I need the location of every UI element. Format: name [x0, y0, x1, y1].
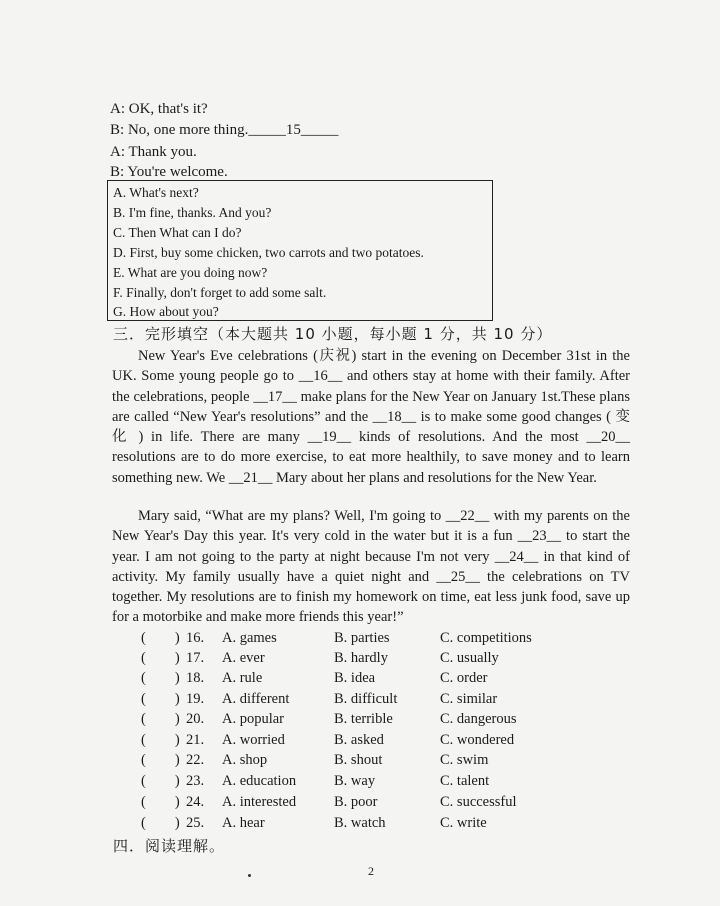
speaker-label: A:: [110, 101, 125, 117]
ink-dot: [248, 874, 251, 877]
options-box: [107, 180, 493, 321]
choice-a: A. worried: [222, 732, 285, 748]
answer-paren[interactable]: ( ): [141, 815, 180, 831]
question-number: 22.: [186, 752, 205, 768]
option-item: B. I'm fine, thanks. And you?: [113, 205, 272, 220]
speaker-label: B:: [110, 164, 125, 180]
choice-b: B. idea: [334, 670, 376, 686]
choice-c: C. write: [440, 815, 487, 831]
question-number: 23.: [186, 773, 205, 789]
choice-a: A. different: [222, 691, 290, 707]
speaker-label: A:: [110, 144, 125, 160]
choice-a: A. education: [222, 773, 297, 789]
dialogue-text: No, one more thing.: [127, 122, 249, 138]
choice-c: C. successful: [440, 794, 517, 810]
choice-c: C. order: [440, 670, 488, 686]
choice-c: C. usually: [440, 650, 499, 666]
dialogue-line: [110, 99, 208, 119]
choice-a: A. shop: [222, 752, 268, 768]
answer-paren[interactable]: ( ): [141, 691, 180, 707]
question-number: 24.: [186, 794, 205, 810]
passage-paragraph: Mary said, “What are my plans? Well, I'm going to __22__ with my parents on the New Year's Day this year. It's very cold in the water but it is a fun __23__ to start the year. I am not going to the party at night because I'm not very __24__ in that kind of activity. My family usually have a quiet night and __25__ the celebrations on TV together. My resolutions are to finish my homework on time, eat less junk food, save up for a motorbike and make more friends this year!”: [112, 508, 630, 626]
choice-b: B. asked: [334, 732, 384, 748]
dialogue-line: [110, 120, 338, 140]
choice-a: A. games: [222, 630, 277, 646]
option-item: G. How about you?: [113, 304, 219, 319]
choice-b: B. difficult: [334, 691, 398, 707]
choice-b: B. terrible: [334, 711, 393, 727]
choice-b: B. poor: [334, 794, 378, 810]
question-number: 20.: [186, 711, 205, 727]
answer-paren[interactable]: ( ): [141, 670, 180, 686]
choice-b: B. watch: [334, 815, 386, 831]
choice-b: B. shout: [334, 752, 383, 768]
choice-a: A. hear: [222, 815, 265, 831]
choice-c: C. competitions: [440, 630, 532, 646]
question-number: 17.: [186, 650, 205, 666]
choice-a: A. interested: [222, 794, 297, 810]
answer-paren[interactable]: ( ): [141, 773, 180, 789]
answer-paren[interactable]: ( ): [141, 711, 180, 727]
option-item: E. What are you doing now?: [113, 265, 268, 280]
choice-b: B. parties: [334, 630, 390, 646]
dialogue-text: You're welcome.: [127, 164, 228, 180]
choice-b: B. way: [334, 773, 376, 789]
answer-paren[interactable]: ( ): [141, 752, 180, 768]
dialogue-text: OK, that's it?: [128, 101, 208, 117]
answer-paren[interactable]: ( ): [141, 794, 180, 810]
section-heading-cloze: 三．完形填空（本大题共 10 小题，每小题 1 分，共 10 分）: [113, 325, 553, 343]
choice-b: B. hardly: [334, 650, 388, 666]
choice-a: A. rule: [222, 670, 263, 686]
question-number: 21.: [186, 732, 205, 748]
passage-paragraph: New Year's Eve celebrations (庆祝) start in the evening on December 31st in the UK. Some young people go to __16__ and others stay at home with their family. After the celebrations, people __17__ make plans for the New Year on January 1st.These plans are called “New Year's resolutions” and the __18__ is to make some good changes ( 变 化 ) in life. There are many __19__ kinds of resolutions. And the most __20__ resolutions are to do more exercise, to eat more healthily, to save money and to learn something new. We __21__ Mary about her plans and resolutions for the New Year.: [112, 348, 630, 486]
dialogue-line: [110, 142, 197, 162]
option-item: D. First, buy some chicken, two carrots and two potatoes.: [113, 245, 424, 260]
answer-paren[interactable]: ( ): [141, 630, 180, 646]
choice-c: C. swim: [440, 752, 489, 768]
answer-paren[interactable]: ( ): [141, 650, 180, 666]
choice-c: C. talent: [440, 773, 490, 789]
question-number: 25.: [186, 815, 205, 831]
dialogue-line: [110, 162, 228, 182]
option-item: C. Then What can I do?: [113, 225, 242, 240]
answer-blank-15[interactable]: _____15_____: [248, 122, 339, 138]
page-number: 2: [368, 864, 374, 878]
choice-c: C. dangerous: [440, 711, 517, 727]
choice-a: A. ever: [222, 650, 265, 666]
section-heading-reading: 四．阅读理解。: [113, 837, 226, 855]
speaker-label: B:: [110, 122, 125, 138]
dialogue-text: Thank you.: [128, 144, 197, 160]
question-number: 18.: [186, 670, 205, 686]
question-number: 19.: [186, 691, 205, 707]
question-number: 16.: [186, 630, 205, 646]
choice-a: A. popular: [222, 711, 285, 727]
choice-c: C. wondered: [440, 732, 515, 748]
option-item: F. Finally, don't forget to add some salt.: [113, 285, 327, 300]
answer-paren[interactable]: ( ): [141, 732, 180, 748]
option-item: A. What's next?: [113, 185, 199, 200]
choice-c: C. similar: [440, 691, 498, 707]
